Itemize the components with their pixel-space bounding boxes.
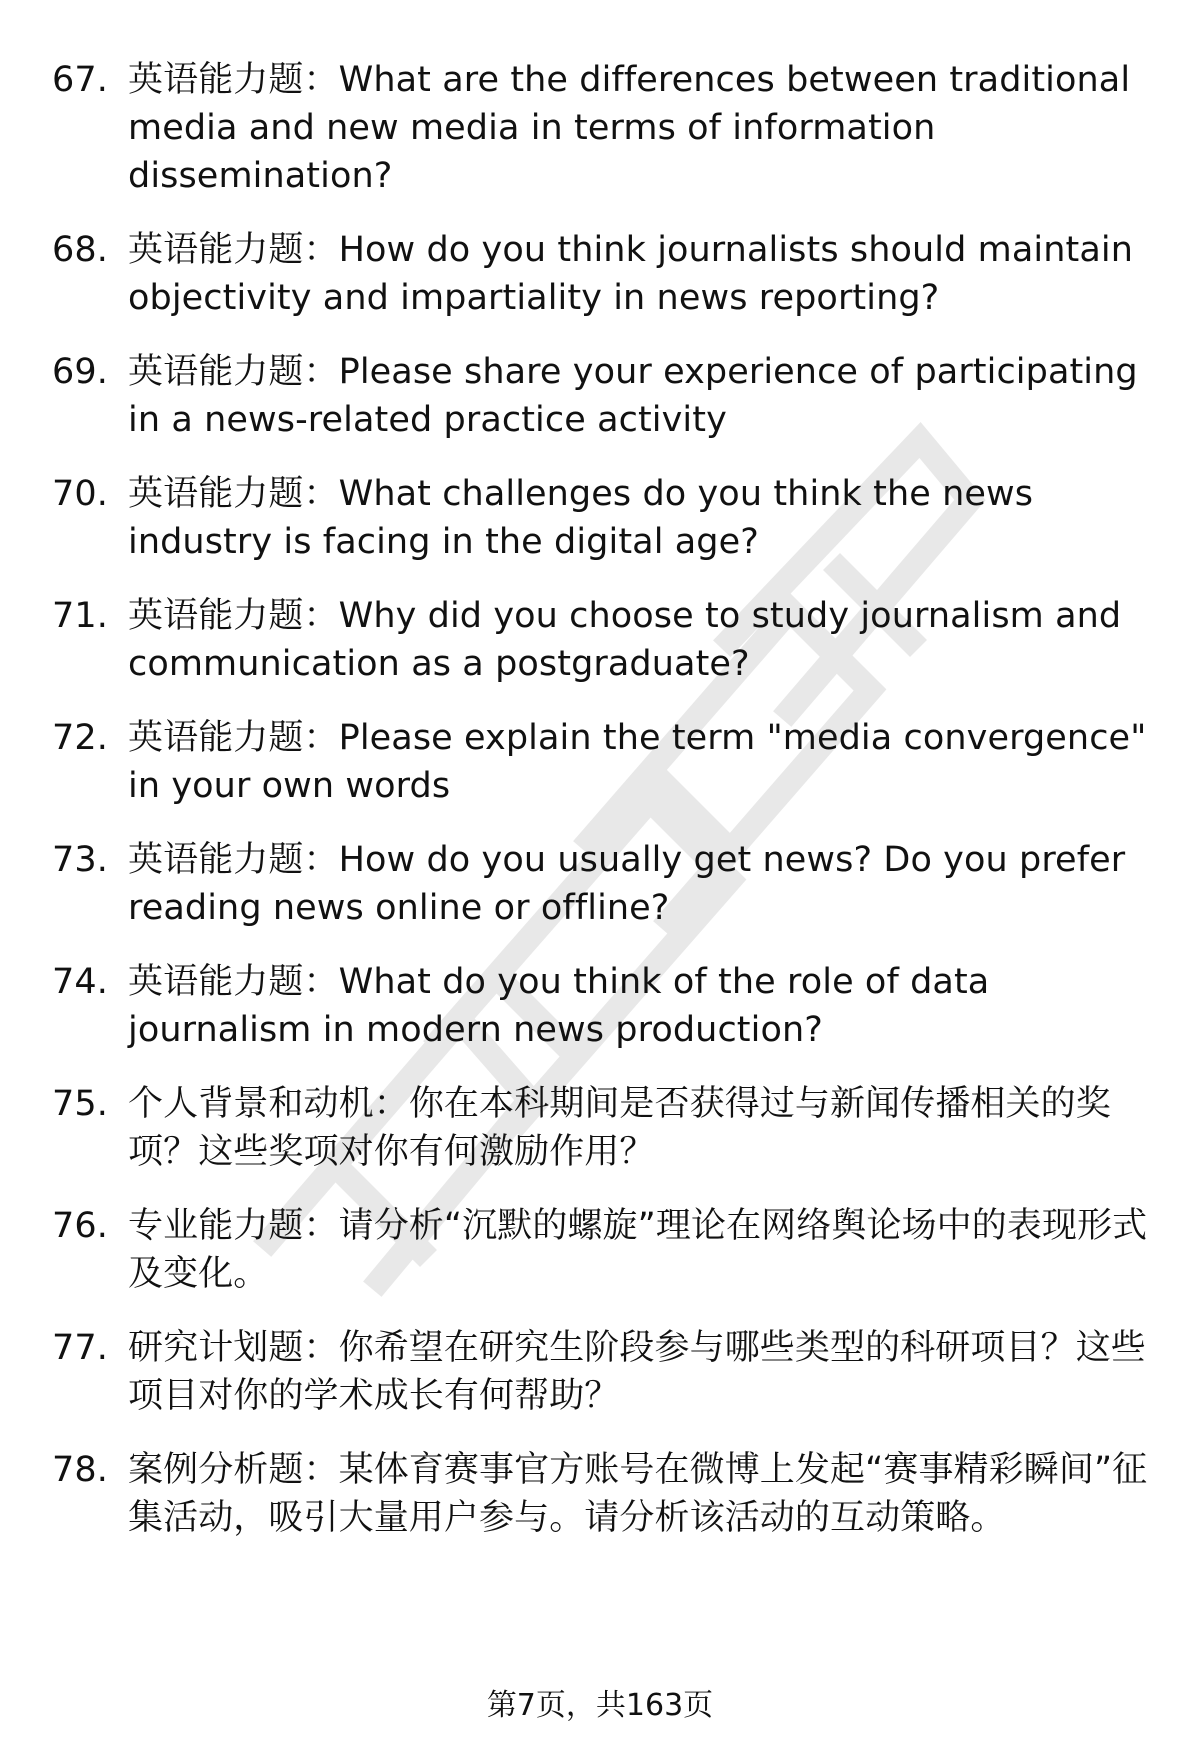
question-item (52, 1080, 1152, 1176)
question-number: 71. (52, 596, 108, 636)
question-text: 某体育赛事官方账号在微博上发起“赛事精彩瞬间”征集活动，吸引大量用户参与。请分析该活动的互动策略。 (128, 1450, 1148, 1538)
question-item (52, 226, 1152, 322)
question-text: 请分析“沉默的螺旋”理论在网络舆论场中的表现形式及变化。 (128, 1206, 1148, 1294)
page-footer: 第7页，共163页 (486, 1688, 714, 1723)
question-category: 研究计划题： (128, 1328, 339, 1368)
question-body (128, 1446, 1152, 1542)
question-body (128, 348, 1152, 444)
question-number: 74. (52, 962, 108, 1002)
question-text: 你在本科期间是否获得过与新闻传播相关的奖项？这些奖项对你有何激励作用？ (128, 1084, 1111, 1172)
question-item (52, 348, 1152, 444)
question-item (52, 1324, 1152, 1420)
question-item (52, 1446, 1152, 1542)
question-text: How do you usually get news? Do you prefer reading news online or offline? (128, 840, 1126, 928)
question-category: 个人背景和动机： (128, 1084, 409, 1124)
question-item (52, 1202, 1152, 1298)
question-number: 69. (52, 352, 108, 392)
question-item (52, 592, 1152, 688)
question-number: 76. (52, 1206, 108, 1246)
question-body (128, 1324, 1152, 1420)
question-item (52, 714, 1152, 810)
question-body (128, 836, 1152, 932)
question-item (52, 56, 1152, 200)
question-text: Please explain the term "media convergence" in your own words (128, 718, 1147, 806)
question-body (128, 56, 1152, 200)
question-category: 英语能力题： (128, 596, 339, 636)
question-category: 英语能力题： (128, 60, 339, 100)
question-category: 英语能力题： (128, 840, 339, 880)
question-text: What are the differences between traditional media and new media in terms of information dissemination? (128, 60, 1131, 196)
question-text: Why did you choose to study journalism and communication as a postgraduate? (128, 596, 1122, 684)
question-category: 英语能力题： (128, 474, 339, 514)
question-category: 专业能力题： (128, 1206, 339, 1246)
question-body (128, 1202, 1152, 1298)
question-number: 73. (52, 840, 108, 880)
question-body (128, 470, 1152, 566)
question-number: 75. (52, 1084, 108, 1124)
question-body (128, 958, 1152, 1054)
question-number: 68. (52, 230, 108, 270)
question-category: 英语能力题： (128, 230, 339, 270)
question-category: 英语能力题： (128, 962, 339, 1002)
question-category: 案例分析题： (128, 1450, 339, 1490)
question-number: 70. (52, 474, 108, 514)
question-list (52, 56, 1152, 1568)
question-item (52, 836, 1152, 932)
question-number: 67. (52, 60, 108, 100)
question-body (128, 714, 1152, 810)
question-number: 72. (52, 718, 108, 758)
question-category: 英语能力题： (128, 718, 339, 758)
question-text: What challenges do you think the news industry is facing in the digital age? (128, 474, 1034, 562)
question-number: 78. (52, 1450, 108, 1490)
question-category: 英语能力题： (128, 352, 339, 392)
question-number: 77. (52, 1328, 108, 1368)
question-text: Please share your experience of participating in a news-related practice activity (128, 352, 1138, 440)
question-text: 你希望在研究生阶段参与哪些类型的科研项目？这些项目对你的学术成长有何帮助？ (128, 1328, 1146, 1416)
question-text: What do you think of the role of data journalism in modern news production? (128, 962, 990, 1050)
question-body (128, 1080, 1152, 1176)
question-text: How do you think journalists should maintain objectivity and impartiality in news reporting? (128, 230, 1133, 318)
question-body (128, 592, 1152, 688)
question-item (52, 470, 1152, 566)
question-item (52, 958, 1152, 1054)
question-body (128, 226, 1152, 322)
